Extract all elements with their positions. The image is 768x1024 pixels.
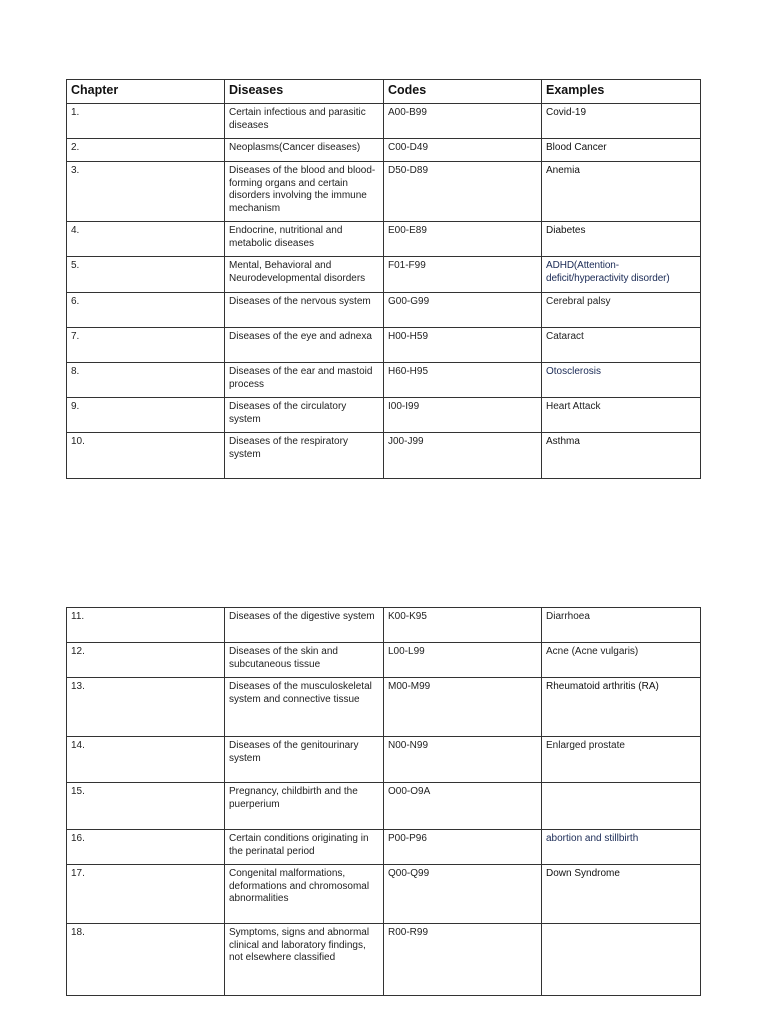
codes-cell: R00-R99	[384, 924, 542, 996]
examples-cell: Down Syndrome	[542, 865, 701, 924]
chapter-cell: 8.	[67, 363, 225, 398]
table-header-row	[67, 80, 701, 104]
examples-cell: Diarrhoea	[542, 608, 701, 643]
chapter-cell: 18.	[67, 924, 225, 996]
codes-cell: Q00-Q99	[384, 865, 542, 924]
codes-cell: K00-K95	[384, 608, 542, 643]
diseases-cell: Diseases of the ear and mastoid process	[225, 363, 384, 398]
table-row	[67, 737, 701, 783]
examples-cell: Acne (Acne vulgaris)	[542, 643, 701, 678]
examples-cell: Blood Cancer	[542, 139, 701, 162]
diseases-cell: Pregnancy, childbirth and the puerperium	[225, 783, 384, 830]
chapter-cell: 6.	[67, 293, 225, 328]
chapter-cell: 1.	[67, 104, 225, 139]
examples-cell: Rheumatoid arthritis (RA)	[542, 678, 701, 737]
diseases-cell: Diseases of the eye and adnexa	[225, 328, 384, 363]
header-diseases: Diseases	[225, 80, 384, 104]
examples-cell: Cataract	[542, 328, 701, 363]
examples-cell: Enlarged prostate	[542, 737, 701, 783]
codes-cell: L00-L99	[384, 643, 542, 678]
chapter-cell: 14.	[67, 737, 225, 783]
chapter-cell: 12.	[67, 643, 225, 678]
diseases-cell: Neoplasms(Cancer diseases)	[225, 139, 384, 162]
diseases-cell: Diseases of the musculoskeletal system and connective tissue	[225, 678, 384, 737]
diseases-cell: Diseases of the genitourinary system	[225, 737, 384, 783]
table-row	[67, 678, 701, 737]
codes-cell: H00-H59	[384, 328, 542, 363]
chapter-cell: 16.	[67, 830, 225, 865]
diseases-cell: Diseases of the respiratory system	[225, 433, 384, 479]
diseases-cell: Certain infectious and parasitic diseases	[225, 104, 384, 139]
table-row	[67, 398, 701, 433]
examples-cell	[542, 783, 701, 830]
codes-cell: F01-F99	[384, 257, 542, 293]
diseases-cell: Endocrine, nutritional and metabolic diseases	[225, 222, 384, 257]
codes-cell: I00-I99	[384, 398, 542, 433]
header-examples: Examples	[542, 80, 701, 104]
chapter-cell: 7.	[67, 328, 225, 363]
chapter-cell: 13.	[67, 678, 225, 737]
examples-cell: Asthma	[542, 433, 701, 479]
examples-cell: Heart Attack	[542, 398, 701, 433]
examples-cell	[542, 924, 701, 996]
table-row	[67, 257, 701, 293]
chapter-cell: 3.	[67, 162, 225, 222]
examples-cell: Diabetes	[542, 222, 701, 257]
codes-cell: P00-P96	[384, 830, 542, 865]
examples-cell: abortion and stillbirth	[542, 830, 701, 865]
table-row	[67, 924, 701, 996]
icd-chapters-table-1	[66, 79, 701, 479]
examples-cell: Cerebral palsy	[542, 293, 701, 328]
codes-cell: C00-D49	[384, 139, 542, 162]
table-row	[67, 293, 701, 328]
table-row	[67, 433, 701, 479]
codes-cell: N00-N99	[384, 737, 542, 783]
table-row	[67, 363, 701, 398]
table-row	[67, 643, 701, 678]
table-row	[67, 328, 701, 363]
diseases-cell: Congenital malformations, deformations and chromosomal abnormalities	[225, 865, 384, 924]
header-codes: Codes	[384, 80, 542, 104]
chapter-cell: 15.	[67, 783, 225, 830]
codes-cell: M00-M99	[384, 678, 542, 737]
chapter-cell: 2.	[67, 139, 225, 162]
chapter-cell: 4.	[67, 222, 225, 257]
diseases-cell: Diseases of the nervous system	[225, 293, 384, 328]
codes-cell: G00-G99	[384, 293, 542, 328]
examples-cell: Anemia	[542, 162, 701, 222]
chapter-cell: 11.	[67, 608, 225, 643]
examples-cell: Otosclerosis	[542, 363, 701, 398]
codes-cell: H60-H95	[384, 363, 542, 398]
icd-chapters-table-2	[66, 607, 701, 996]
chapter-cell: 17.	[67, 865, 225, 924]
codes-cell: O00-O9A	[384, 783, 542, 830]
diseases-cell: Diseases of the circulatory system	[225, 398, 384, 433]
table-row	[67, 104, 701, 139]
table-row	[67, 162, 701, 222]
codes-cell: J00-J99	[384, 433, 542, 479]
table-row	[67, 783, 701, 830]
chapter-cell: 5.	[67, 257, 225, 293]
table-row	[67, 139, 701, 162]
table-row	[67, 865, 701, 924]
diseases-cell: Diseases of the blood and blood-forming organs and certain disorders involving the immune mechanism	[225, 162, 384, 222]
table-row	[67, 830, 701, 865]
examples-cell: ADHD(Attention-deficit/hyperactivity disorder)	[542, 257, 701, 293]
diseases-cell: Symptoms, signs and abnormal clinical and laboratory findings, not elsewhere classified	[225, 924, 384, 996]
diseases-cell: Diseases of the digestive system	[225, 608, 384, 643]
examples-cell: Covid-19	[542, 104, 701, 139]
diseases-cell: Mental, Behavioral and Neurodevelopmental disorders	[225, 257, 384, 293]
chapter-cell: 9.	[67, 398, 225, 433]
header-chapter: Chapter	[67, 80, 225, 104]
chapter-cell: 10.	[67, 433, 225, 479]
codes-cell: E00-E89	[384, 222, 542, 257]
table-row	[67, 222, 701, 257]
table-row	[67, 608, 701, 643]
diseases-cell: Certain conditions originating in the perinatal period	[225, 830, 384, 865]
codes-cell: D50-D89	[384, 162, 542, 222]
codes-cell: A00-B99	[384, 104, 542, 139]
diseases-cell: Diseases of the skin and subcutaneous tissue	[225, 643, 384, 678]
